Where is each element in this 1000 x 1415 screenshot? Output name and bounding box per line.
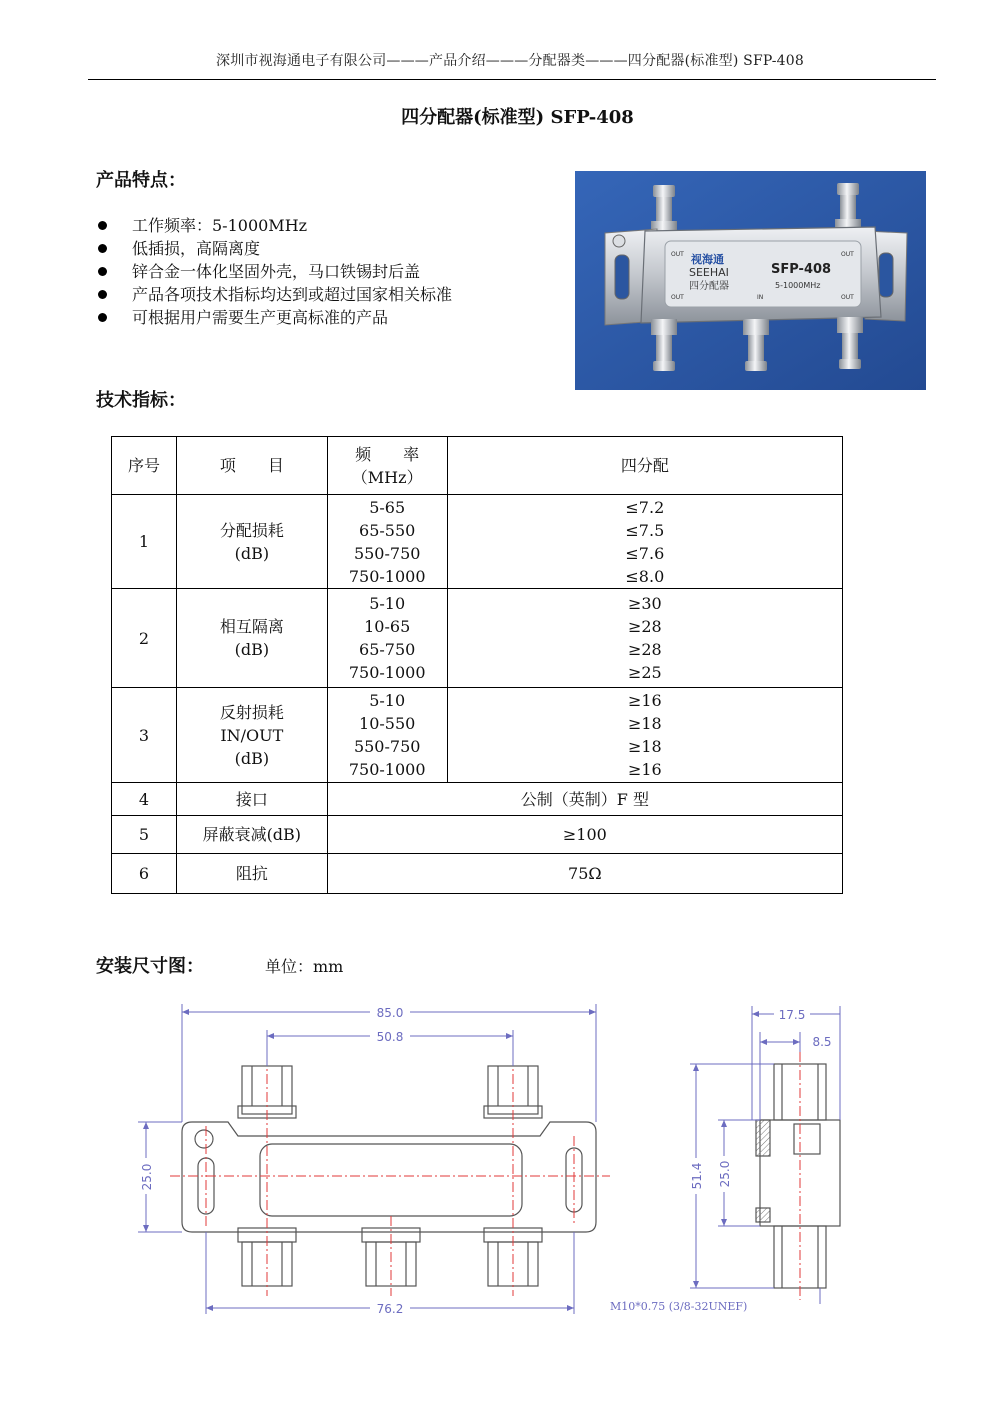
row-no: 1 (112, 495, 177, 589)
row-no: 5 (112, 816, 177, 854)
header-no: 序号 (112, 437, 177, 495)
table-row (112, 854, 843, 894)
row-item (176, 589, 327, 688)
specs-heading: 技术指标： (96, 390, 186, 411)
row-item: 屏蔽衰减(dB) (176, 816, 327, 854)
freq-value: 750-1000 (348, 663, 426, 682)
dimension-drawing (130, 996, 850, 1326)
row-item: 接口 (176, 783, 327, 816)
dim-side-body-height: 25.0 (718, 1160, 732, 1188)
table-row (112, 783, 843, 816)
spec-value: ≥30 (627, 594, 662, 613)
row-item-line: 反射损耗 (219, 702, 284, 722)
spec-value: ≥18 (627, 737, 662, 756)
freq-value: 10-65 (364, 617, 411, 636)
side-view (756, 1064, 840, 1288)
spec-value: ≤7.6 (625, 543, 665, 563)
spec-value: ≥16 (627, 691, 662, 710)
dim-depth: 17.5 (778, 1008, 806, 1022)
row-item-line: IN/OUT (220, 725, 284, 745)
dim-thread: M10*0.75 (3/8-32UNEF) (610, 1300, 748, 1313)
spec-value: ≥18 (627, 714, 662, 733)
table-row (112, 816, 843, 854)
product-photo (575, 171, 926, 390)
document-title: 四分配器(标准型) SFP-408 (401, 107, 634, 128)
header-value: 四分配 (447, 437, 842, 495)
freq-value: 5-10 (369, 691, 406, 710)
row-item-line: (dB) (234, 640, 270, 659)
freq-value: 65-550 (359, 520, 416, 540)
row-no: 4 (112, 783, 177, 816)
photo-port-out: OUT (671, 294, 684, 301)
row-item-line: 相互隔离 (219, 617, 284, 636)
header-item: 项 目 (176, 437, 327, 495)
header-freq-unit: （MHz） (351, 467, 423, 487)
spec-value: ≤8.0 (625, 566, 665, 586)
header-freq-label: 频 率 (355, 444, 420, 464)
freq-value: 750-1000 (348, 760, 426, 779)
photo-port-out: OUT (671, 251, 684, 258)
photo-product-cn: 四分配器 (689, 281, 729, 292)
dim-inner-depth: 8.5 (812, 1035, 832, 1049)
table-row (112, 495, 843, 589)
feature-item: 锌合金一体化坚固外壳，马口铁锡封后盖 (96, 260, 452, 283)
spec-value: ≥16 (627, 760, 662, 779)
spec-value: ≤7.5 (625, 520, 665, 540)
row-item: 阻抗 (176, 854, 327, 894)
freq-value: 5-10 (369, 594, 406, 613)
spec-value: ≥25 (627, 663, 662, 682)
freq-value: 550-750 (353, 737, 421, 756)
feature-item: 工作频率：5-1000MHz (96, 214, 452, 237)
row-no: 2 (112, 589, 177, 688)
drawing-heading: 安装尺寸图： (96, 956, 204, 977)
center-lines (170, 1056, 610, 1296)
row-freqs (327, 495, 447, 589)
row-merged-value: 公制（英制）F 型 (327, 783, 842, 816)
photo-brand-cn: 视海通 (691, 253, 724, 266)
row-values (447, 589, 842, 688)
row-item-line: 分配损耗 (219, 520, 284, 540)
table-row (112, 589, 843, 688)
row-freqs (327, 589, 447, 688)
freq-value: 550-750 (353, 543, 421, 563)
photo-model: SFP-408 (771, 262, 832, 277)
spec-value: ≥28 (627, 640, 662, 659)
header-freq (327, 437, 447, 495)
row-no: 3 (112, 688, 177, 783)
row-item (176, 688, 327, 783)
feature-item: 低插损，高隔离度 (96, 237, 452, 260)
table-row (112, 688, 843, 783)
photo-brand-en: SEEHAI (689, 266, 729, 279)
dim-mount-spacing: 76.2 (376, 1302, 404, 1316)
row-no: 6 (112, 854, 177, 894)
photo-range: 5-1000MHz (775, 281, 821, 290)
features-list (96, 214, 452, 329)
photo-port-out: OUT (841, 251, 854, 258)
front-dimensions (138, 1004, 596, 1314)
row-values (447, 688, 842, 783)
photo-port-in: IN (757, 294, 764, 301)
feature-item: 产品各项技术指标均达到或超过国家相关标准 (96, 283, 452, 306)
row-values (447, 495, 842, 589)
row-merged-value: 75Ω (327, 854, 842, 894)
feature-item: 可根据用户需要生产更高标准的产品 (96, 306, 452, 329)
freq-value: 65-750 (359, 640, 416, 659)
spec-table (111, 436, 843, 894)
row-item-line: (dB) (234, 748, 270, 768)
dim-overall-height: 51.4 (690, 1162, 704, 1190)
features-heading: 产品特点： (96, 170, 186, 191)
row-merged-value: ≥100 (327, 816, 842, 854)
row-freqs (327, 688, 447, 783)
dim-body-height: 25.0 (140, 1163, 154, 1191)
spec-value: ≥28 (627, 617, 662, 636)
spec-value: ≤7.2 (625, 497, 665, 517)
dim-port-spacing: 50.8 (376, 1030, 404, 1044)
dim-overall-width: 85.0 (376, 1006, 404, 1020)
header-rule (88, 79, 936, 80)
freq-value: 10-550 (359, 714, 416, 733)
photo-port-out: OUT (841, 294, 854, 301)
freq-value: 5-65 (369, 497, 406, 517)
row-item-line: (dB) (234, 543, 270, 563)
page-header: 深圳市视海通电子有限公司———产品介绍———分配器类———四分配器(标准型) SFP-408 (216, 53, 804, 69)
freq-value: 750-1000 (348, 566, 426, 586)
table-header-row (112, 437, 843, 495)
drawing-unit: 单位：mm (265, 957, 344, 976)
row-item (176, 495, 327, 589)
